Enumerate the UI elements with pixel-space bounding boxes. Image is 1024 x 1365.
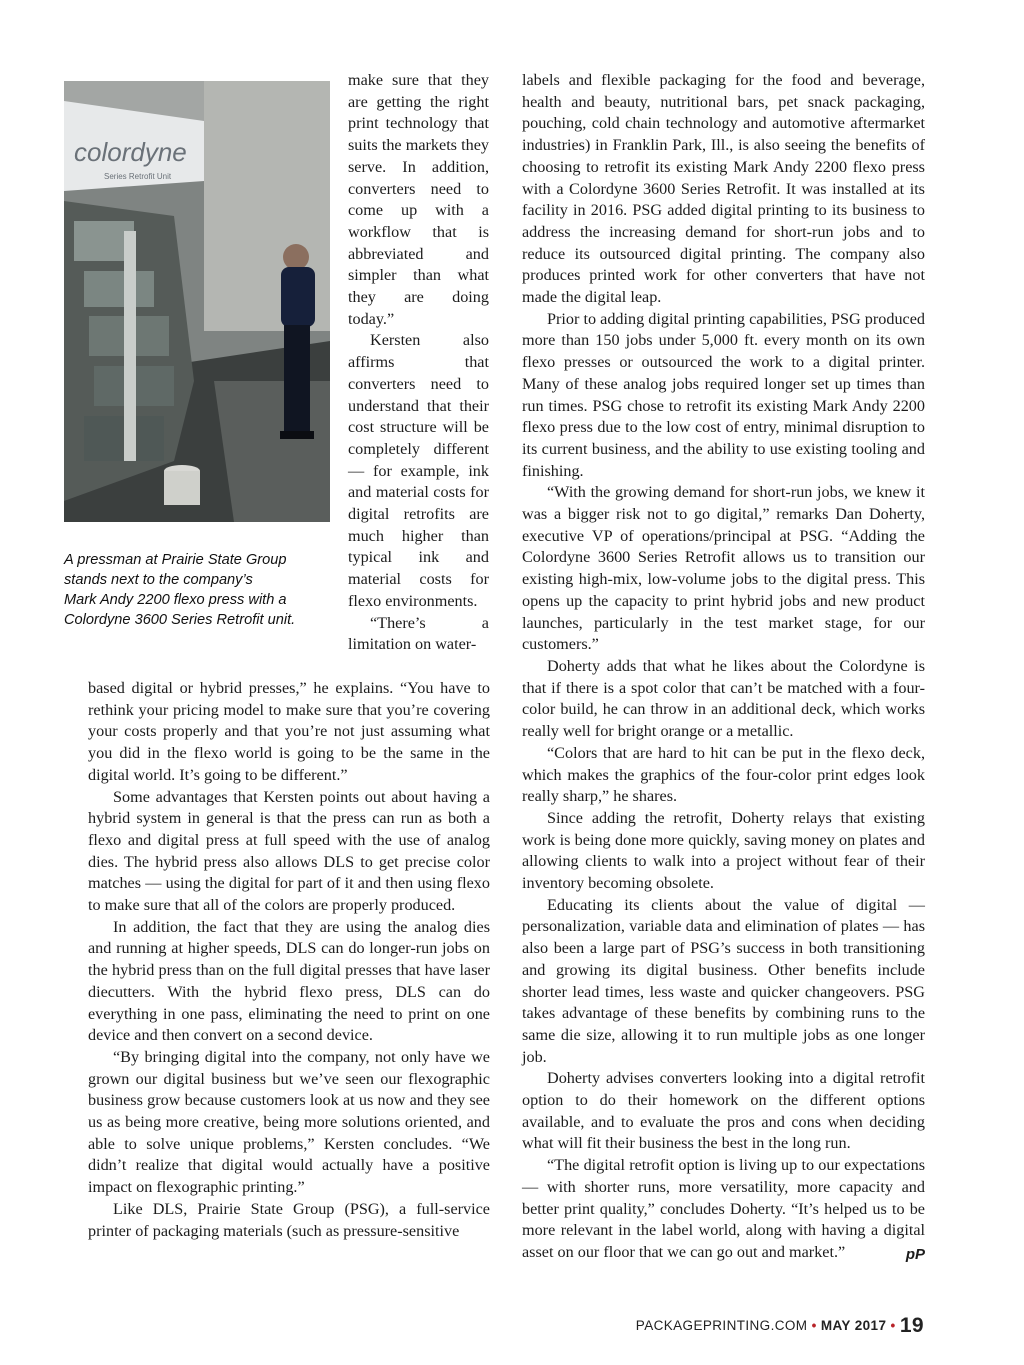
paragraph: “Colors that are hard to hit can be put in the flexo deck, which makes the graphics of the four-color print edges look really sharp,” he shares. (522, 743, 925, 806)
article-column-left (88, 678, 490, 1242)
footer-separator: • (811, 1318, 817, 1333)
paragraph-text: “The digital retrofit option is living up to our expectations — with shorter runs, more versatility, more capacity and better print quality,” concludes Doherty. “It’s helped us to be more relevant in the label world, along with having a digital asset on our floor that we can go out and market.” (522, 1156, 925, 1261)
photo-sign-subtext: Series Retrofit Unit (104, 172, 172, 181)
paragraph: Some advantages that Kersten points out about having a hybrid system in general is that the press can run as both a flexo and digital press at full speed with the use of analog dies. The hybrid press also allows DLS to get precise color matches — using the digital for part of it and then using flexo to make sure that all of the colors are properly produced. (88, 787, 490, 915)
paragraph: “By bringing digital into the company, not only have we grown our digital business but we’ve seen our flexographic business grow because customers look at us now and they see us as being more creative, being more solutions oriented, and able to solve unique problems,” Kersten concludes. “We didn’t realize that digital would actually have a positive impact on flexographic printing.” (88, 1047, 490, 1197)
paragraph: based digital or hybrid presses,” he explains. “You have to rethink your pricing model to make sure that you’re covering your costs properly and that you’re not just assuming what you did in the flexo world is going to be the same in the digital world. It’s going to be different.” (88, 679, 490, 784)
caption-line: stands next to the company’s (64, 572, 253, 588)
paragraph: Kersten also affirms that converters need to understand that their cost structure will be completely different — for example, ink and material costs for digital retrofits are much higher than typical ink and material costs for flexo environments. (348, 331, 489, 610)
caption-line: A pressman at Prairie State Group (64, 552, 287, 568)
photo-sign-text: colordyne (74, 137, 187, 167)
paragraph: Like DLS, Prairie State Group (PSG), a full-service printer of packaging materials (such as pressure-sensitive (88, 1199, 490, 1240)
end-mark: pP (905, 1245, 925, 1263)
paragraph: labels and flexible packaging for the food and beverage, health and beauty, nutritional bars, pet snack packaging, pouching, cold chain technology and automotive aftermarket industries) in Franklin Park, Ill., is also seeing the benefits of choosing to retrofit its existing Mark Andy 2200 flexo press with a Colordyne 3600 Series Retrofit. It was installed at its facility in 2016. PSG added digital printing to its business to address the increasing demand for short-run jobs and to reduce its outsourced digital printing. The company also produces printed work for other converters that have not made the digital leap. (522, 71, 925, 307)
paragraph: Doherty advises converters looking into a digital retrofit option to do their homework on the different options available, and to evaluate the pros and cons when deciding what will fit their business the best in the long run. (522, 1069, 925, 1153)
paragraph: Since adding the retrofit, Doherty relays that existing work is being done more quickly, saving money on plates and allowing clients to walk into a project without fear of their inventory becoming obsolete. (522, 808, 925, 893)
paragraph: Doherty adds that what he likes about the Colordyne is that if there is a spot color that can’t be matched with a four-color build, he can throw in an additional deck, which works really well for bright orange or a metallic. (522, 656, 925, 741)
paragraph: make sure that they are getting the right print technology that suits the markets they serve. In addition, converters need to come up with a workflow that is abbreviated and simpler than what they are doing today.” (348, 71, 489, 328)
paragraph: “With the growing demand for short-run jobs, we knew it was a bigger risk not to go digital,” remarks Dan Doherty, executive VP of operations/principal at PSG. “Adding the Colordyne 3600 Series Retrofit allows us to transition our existing high-mix, low-volume jobs to the digital press. This opens up the capacity to print hybrid jobs and new product launches, particularly in the test market stage, for our customers.” (522, 483, 925, 654)
paragraph: Educating its clients about the value of digital — personalization, variable data and elimination of plates — has also been a large part of PSG’s success in both transitioning and growing its digital business. Other benefits include shorter lead times, less waste and quicker changeovers. PSG takes advantage of these benefits by combining runs to the same die size, allowing it to run multiple jobs as one longer job. (522, 895, 925, 1066)
paragraph: “There’s a limitation on water- (348, 613, 489, 654)
page-footer (636, 1314, 924, 1338)
press-photo-illustration (64, 81, 330, 522)
paragraph: Prior to adding digital printing capabilities, PSG produced more than 150 jobs under 5,000 ft. every month on its own flexo presses or outsourced the work to a digital printer. Many of these analog jobs required longer set up times than run times. PSG chose to retrofit its existing Mark Andy 2200 flexo press due to the low cost of entry, minimal disruption to its current business, and the ability to use existing tooling and finishing. (522, 309, 925, 480)
caption-line: Colordyne 3600 Series Retrofit unit. (64, 612, 296, 628)
photo-caption (64, 550, 336, 630)
footer-site: PACKAGEPRINTING.COM (635, 1318, 808, 1333)
footer-issue: MAY 2017 (820, 1318, 887, 1333)
paragraph (522, 1155, 925, 1264)
footer-separator: • (890, 1318, 896, 1333)
press-photo (64, 81, 330, 522)
article-column-narrow (348, 70, 489, 656)
page-number: 19 (899, 1314, 924, 1337)
article-column-right (522, 70, 925, 1266)
paragraph: In addition, the fact that they are using the analog dies and running at higher speeds, DLS can do longer-run jobs on the hybrid press than on the full digital presses that have laser diecutters. With the hybrid flexo press, DLS can do everything in one pass, eliminating the need to print on one device and then convert on a second device. (88, 917, 490, 1045)
caption-line: Mark Andy 2200 flexo press with a (64, 592, 287, 608)
